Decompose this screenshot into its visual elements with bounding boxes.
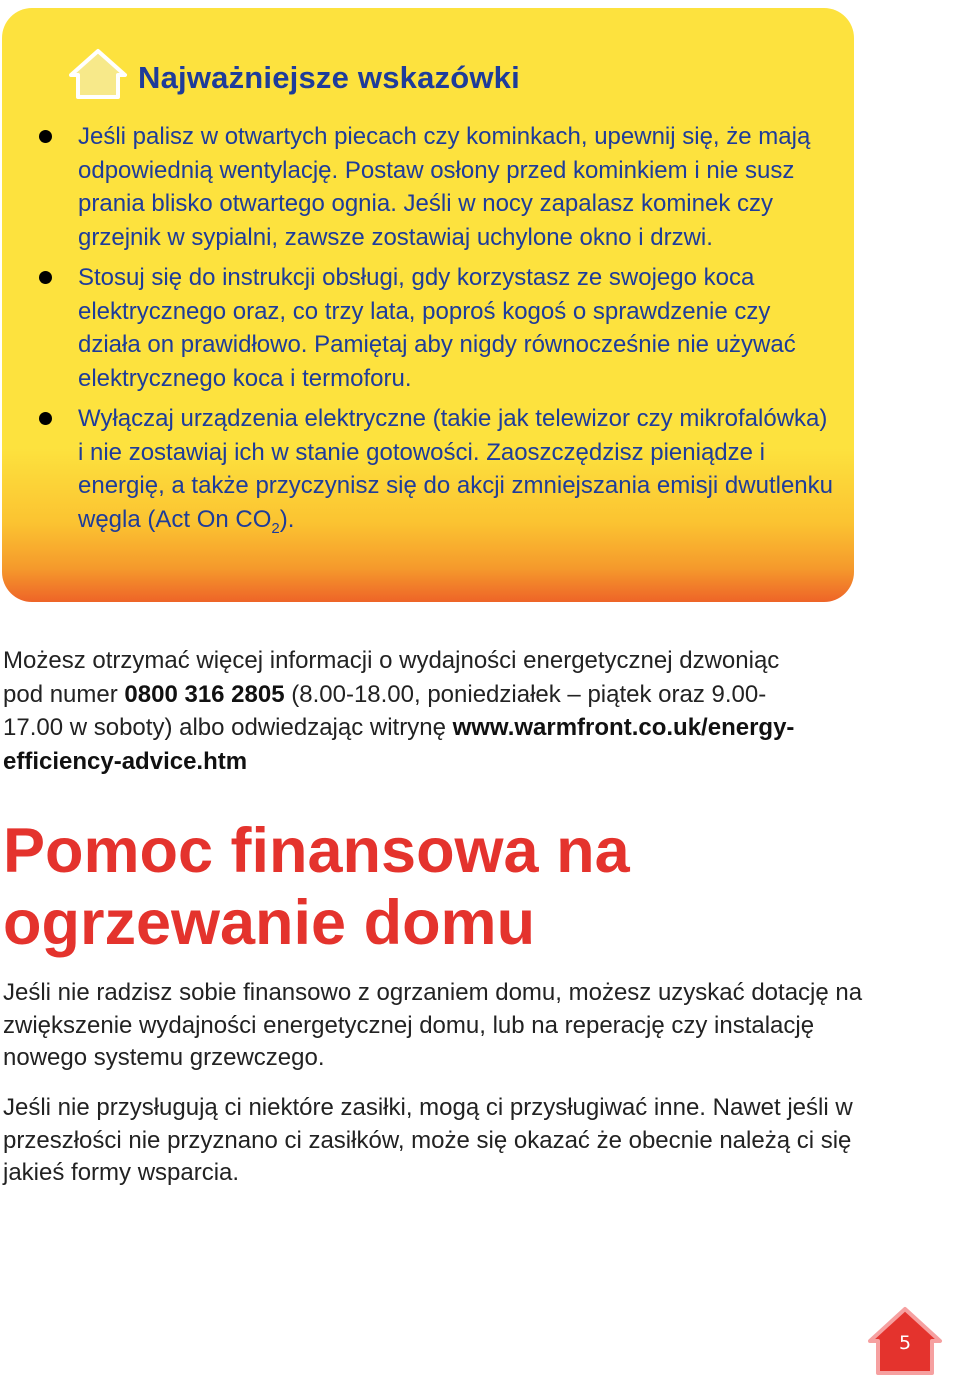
list-item: [2, 261, 854, 395]
tip-text-main: Wyłączaj urządzenia elektryczne (takie jak telewizor czy mikrofalówka) i nie zostawiaj ich w stanie gotowości. Zaoszczędzisz pieniądze i energię, a także przyczynisz się do akcji zmniejszania emisji dwutlenku węgla (Act On CO: [78, 405, 833, 533]
list-item: [2, 120, 854, 254]
website-link[interactable]: www.warmfront.co.uk/energy-efficiency-advice.htm: [3, 714, 795, 775]
house-icon: [68, 48, 128, 100]
tips-box: [2, 8, 854, 602]
tips-list: [2, 120, 854, 543]
tip-text: [78, 402, 838, 536]
bullet-icon: [39, 271, 52, 284]
body-paragraph-1: Jeśli nie radzisz sobie finansowo z ogrzaniem domu, możesz uzyskać dotację na zwiększenie wydajności energetycznej domu, lub na reperację czy instalację nowego systemu grzewczego.: [3, 979, 863, 1071]
bullet-icon: [39, 412, 52, 425]
subscript: 2: [271, 519, 280, 537]
list-item: [2, 402, 854, 536]
info-paragraph: [3, 644, 823, 778]
heading-line-1: Pomoc finansowa na: [3, 816, 630, 886]
body-paragraph-2: Jeśli nie przysługują ci niektóre zasiłki, mogą ci przysługiwać inne. Nawet jeśli w przeszłości nie przyznano ci zasiłków, może się okazać że obecnie należą ci się jakieś formy wsparcia.: [3, 1094, 853, 1186]
tip-text: Stosuj się do instrukcji obsługi, gdy korzystasz ze swojego koca elektrycznego oraz, co trzy lata, poproś kogoś o sprawdzenie czy działa on prawidłowo. Pamiętaj aby nigdy równocześnie nie używać elektrycznego koca i termoforu.: [78, 264, 796, 392]
page-number: 5: [898, 1332, 912, 1354]
tip-text-suffix: ).: [279, 505, 295, 533]
phone-number: 0800 316 2805: [124, 680, 285, 708]
bullet-icon: [39, 130, 52, 143]
info-hours: (8.00-18.00, poniedziałek – piątek oraz 9.00-17.00 w soboty) albo odwiedzając witrynę: [3, 680, 767, 741]
tips-title: Najważniejsze wskazówki: [138, 60, 520, 95]
section-heading: [3, 815, 903, 959]
heading-line-2: ogrzewanie domu: [3, 888, 536, 958]
info-intro: Możesz otrzymać więcej informacji o wydajności energetycznej dzwoniąc pod numer: [3, 647, 780, 708]
tip-text: Jeśli palisz w otwartych piecach czy kominkach, upewnij się, że mają odpowiednią wentylację. Postaw osłony przed kominkiem i nie susz prania blisko otwartego ognia. Jeśli w nocy zapalasz kominek czy grzejnik w sypialni, zawsze zostawiaj uchylone okno i drzwi.: [78, 123, 811, 251]
